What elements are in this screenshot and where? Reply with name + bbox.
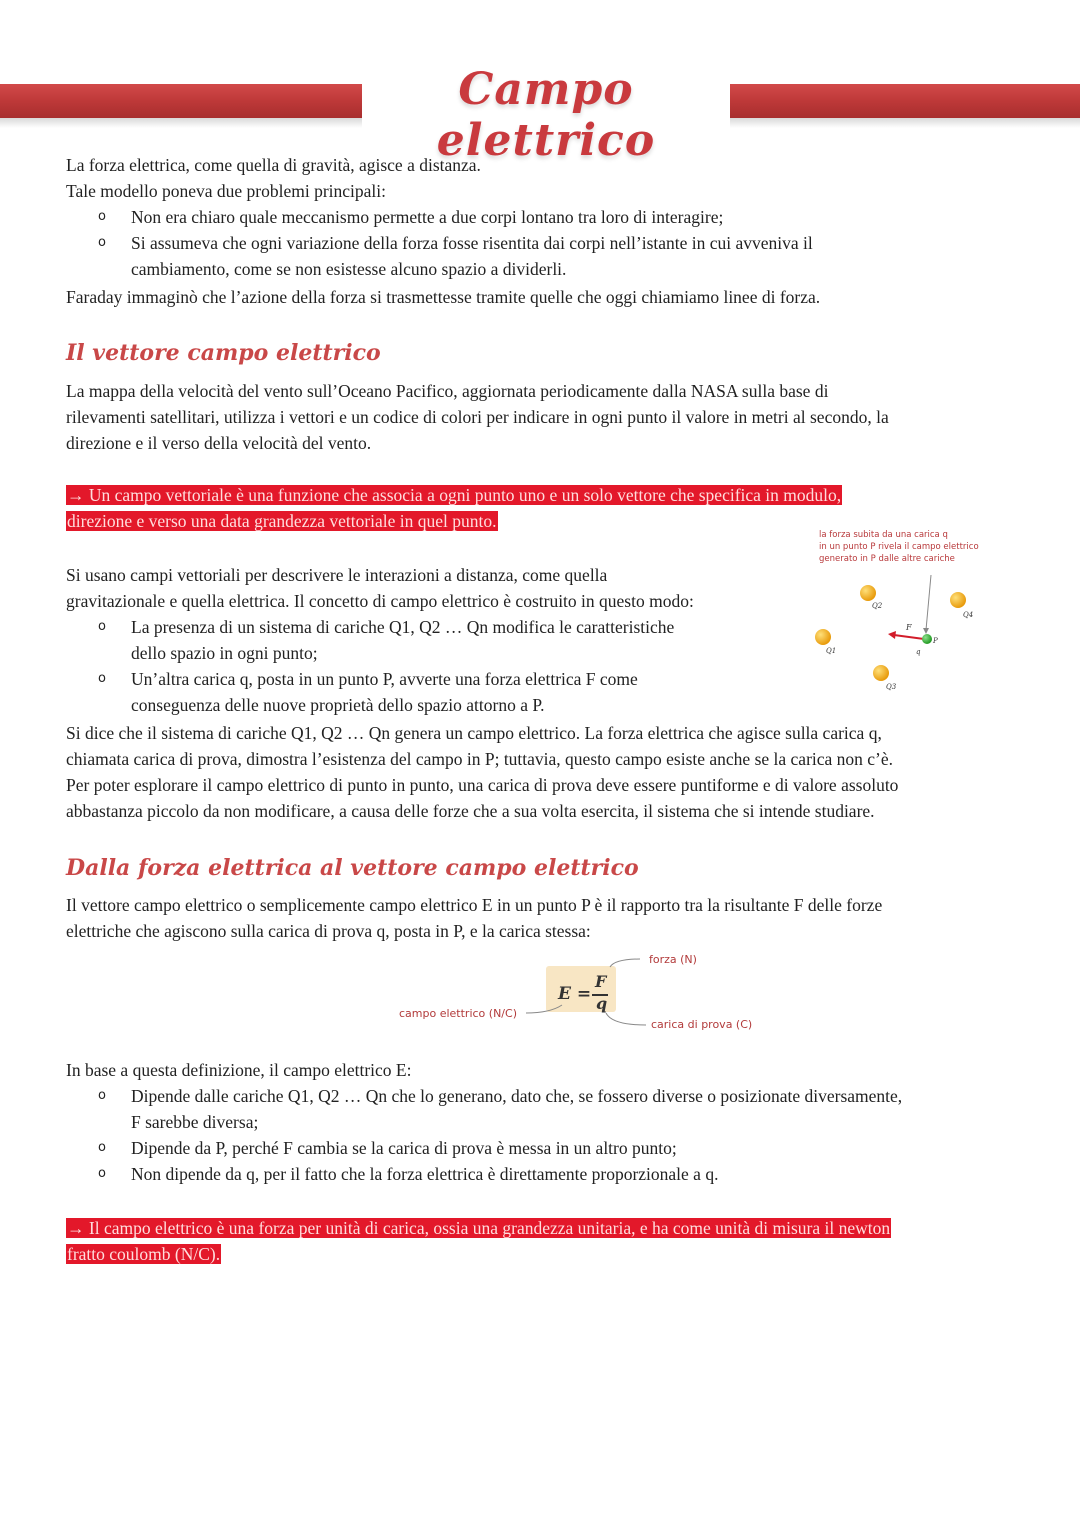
list-item-text: Non dipende da q, per il fatto che la forza elettrica è direttamente proporzionale a q. xyxy=(131,1164,719,1184)
bullet-marker: o xyxy=(98,209,106,224)
list-item xyxy=(98,1083,902,1135)
caption-line: la forza subita da una carica q xyxy=(819,530,948,540)
list-item-text: conseguenza delle nuove proprietà dello spazio attorno a P. xyxy=(131,695,545,715)
section-heading-force-to-field: Dalla forza elettrica al vettore campo elettrico xyxy=(66,855,639,881)
banner-shadow-left xyxy=(0,118,362,128)
caption-line: in un punto P rivela il campo elettrico xyxy=(819,542,979,552)
banner-bar-left xyxy=(0,84,362,118)
list-item-text: cambiamento, come se non esistesse alcuno spazio a dividerli. xyxy=(131,259,567,279)
bullet-marker: o xyxy=(98,671,106,686)
charge-q4 xyxy=(950,592,966,608)
label-q: q xyxy=(916,648,921,656)
label-f: F xyxy=(906,623,912,632)
list-item-text: Non era chiaro quale meccanismo permette a due corpi lontano tra loro di interagire; xyxy=(131,207,724,227)
bullet-marker: o xyxy=(98,1140,106,1155)
list-item-text: Un’altra carica q, posta in un punto P, avverte una forza elettrica F come xyxy=(131,669,638,689)
text-line: Per poter esplorare il campo elettrico di punto in punto, una carica di prova deve essere puntiforme e di valore assoluto xyxy=(66,775,899,795)
paragraph xyxy=(66,720,898,824)
label-p: P xyxy=(933,637,938,645)
list-item-text: Dipende dalle cariche Q1, Q2 … Qn che lo generano, dato che, se fossero diverse o posizionate diversamente, xyxy=(131,1086,903,1106)
paragraph xyxy=(66,378,889,456)
bullet-marker: o xyxy=(98,619,106,634)
label-test-charge: carica di prova (C) xyxy=(651,1018,753,1031)
formula-lhs: E = xyxy=(558,984,592,1004)
charge-q3 xyxy=(873,665,889,681)
banner-bar-right xyxy=(730,84,1080,118)
list-item-text: F sarebbe diversa; xyxy=(131,1112,259,1132)
intro-line-1: La forza elettrica, come quella di gravità, agisce a distanza. xyxy=(66,155,481,175)
bullet-marker: o xyxy=(98,1166,106,1181)
formula-numerator: F xyxy=(595,972,607,991)
figure-caption xyxy=(819,529,1009,565)
text-line: Si usano campi vettoriali per descrivere le interazioni a distanza, come quella xyxy=(66,565,608,585)
text-line: gravitazionale e quella elettrica. Il concetto di campo elettrico è costruito in questo modo: xyxy=(66,591,694,611)
label-q1: Q1 xyxy=(826,647,837,655)
text-line: chiamata carica di prova, dimostra l’esistenza del campo in P; tuttavia, questo campo esiste anche se la carica non c’è. xyxy=(66,749,894,769)
highlight-line: → Il campo elettrico è una forza per unità di carica, ossia una grandezza unitaria, e ha come unità di misura il newton xyxy=(67,1218,891,1238)
label-electric-field: campo elettrico (N/C) xyxy=(399,1007,517,1020)
banner-shadow-right xyxy=(730,118,1080,128)
text-line: abbastanza piccolo da non modificare, a causa delle forze che a sua volta esercita, il sistema che si intende studiare. xyxy=(66,801,875,821)
text-line: Il vettore campo elettrico o semplicemente campo elettrico E in un punto P è il rapporto tra la risultante F delle forze xyxy=(66,895,883,915)
bullet-marker: o xyxy=(98,1088,106,1103)
list-item xyxy=(98,1135,902,1161)
text-line: rilevamenti satellitari, utilizza i vettori e un codice di colori per indicare in ogni punto il valore in metri al secondo, la xyxy=(66,407,889,427)
list-item xyxy=(98,230,813,282)
properties-bullet-list xyxy=(98,1083,902,1187)
force-arrowhead xyxy=(888,631,896,639)
formula-denominator: q xyxy=(596,994,608,1013)
text-line: Si dice che il sistema di cariche Q1, Q2 … Qn genera un campo elettrico. La forza elettrica che agisce sulla carica q, xyxy=(66,723,882,743)
list-item-text: dello spazio in ogni punto; xyxy=(131,643,318,663)
paragraph xyxy=(66,562,694,614)
list-item xyxy=(98,666,674,718)
list-item-text: Dipende da P, perché F cambia se la carica di prova è messa in un altro punto; xyxy=(131,1138,677,1158)
intro-line-2: Tale modello poneva due problemi principali: xyxy=(66,181,386,201)
text-line: elettriche che agiscono sulla carica di prova q, posta in P, e la carica stessa: xyxy=(66,921,591,941)
paragraph xyxy=(66,892,882,944)
label-force: forza (N) xyxy=(649,953,697,966)
label-q3: Q3 xyxy=(886,683,897,691)
probe-charge xyxy=(922,634,932,644)
highlight-unit xyxy=(66,1215,891,1267)
text-line: direzione e il verso della velocità del vento. xyxy=(66,433,372,453)
charge-q2 xyxy=(860,585,876,601)
list-item-text: La presenza di un sistema di cariche Q1, Q2 … Qn modifica le caratteristiche xyxy=(131,617,675,637)
formula-leader-lines xyxy=(520,955,660,1035)
charges-figure xyxy=(808,570,1008,700)
force-arrow xyxy=(894,635,924,639)
label-q2: Q2 xyxy=(872,602,883,610)
charge-q1 xyxy=(815,629,831,645)
caption-line: generato in P dalle altre cariche xyxy=(819,554,955,564)
section-heading-vector-field: Il vettore campo elettrico xyxy=(66,340,381,366)
list-item-text: Si assumeva che ogni variazione della forza fosse risentita dai corpi nell’istante in cui avveniva il xyxy=(131,233,813,253)
intro-bullet-list xyxy=(98,204,813,282)
faraday-line: Faraday immaginò che l’azione della forza si trasmettesse tramite quelle che oggi chiamiamo linee di forza. xyxy=(66,287,821,307)
bullet-marker: o xyxy=(98,235,106,250)
label-q4: Q4 xyxy=(963,611,974,619)
paragraph: In base a questa definizione, il campo elettrico E: xyxy=(66,1060,412,1080)
pointer-line xyxy=(926,575,931,630)
highlight-line: → Un campo vettoriale è una funzione che associa a ogni punto uno e un solo vettore che specifica in modulo, xyxy=(67,485,842,505)
field-bullet-list xyxy=(98,614,674,718)
list-item xyxy=(98,204,813,230)
page-title: Campo elettrico xyxy=(436,64,656,166)
text-line: La mappa della velocità del vento sull’Oceano Pacifico, aggiornata periodicamente dalla NASA sulla base di xyxy=(66,381,829,401)
highlight-line: direzione e verso una data grandezza vettoriale in quel punto. xyxy=(67,511,497,531)
highlight-line: fratto coulomb (N/C). xyxy=(67,1244,221,1264)
highlight-definition xyxy=(66,482,842,534)
pointer-arrowhead xyxy=(923,628,929,634)
list-item xyxy=(98,1161,902,1187)
list-item xyxy=(98,614,674,666)
